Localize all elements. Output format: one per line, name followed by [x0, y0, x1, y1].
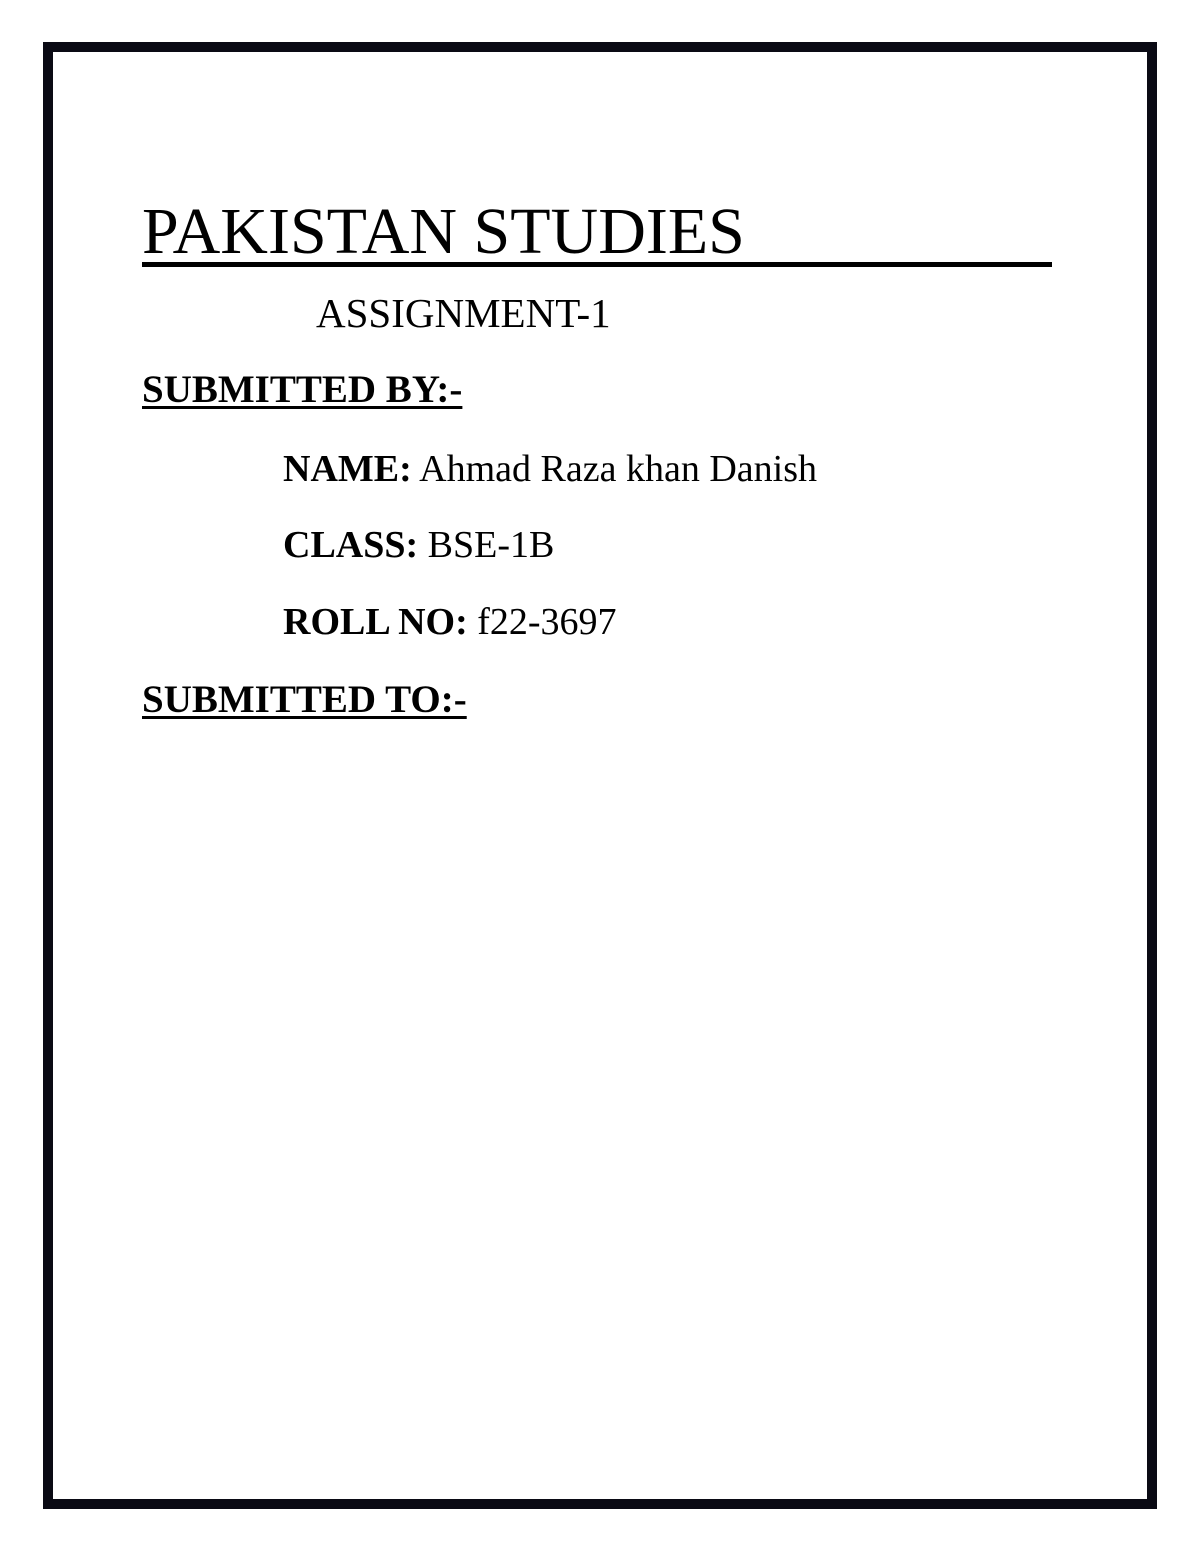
roll-number-value: f22-3697	[477, 601, 617, 643]
class-line	[283, 523, 554, 567]
roll-number-line	[283, 600, 617, 644]
document-title: PAKISTAN STUDIES	[142, 196, 1052, 267]
name-value: Ahmad Raza khan Danish	[419, 448, 818, 490]
name-line	[283, 447, 817, 491]
submitted-by-heading: SUBMITTED BY:-	[142, 368, 463, 411]
class-label: CLASS:	[283, 524, 419, 566]
roll-number-label: ROLL NO:	[283, 601, 468, 643]
name-label: NAME:	[283, 448, 412, 490]
class-value: BSE-1B	[427, 524, 555, 566]
assignment-subtitle: ASSIGNMENT-1	[316, 290, 611, 336]
submitted-to-heading: SUBMITTED TO:-	[142, 678, 467, 721]
